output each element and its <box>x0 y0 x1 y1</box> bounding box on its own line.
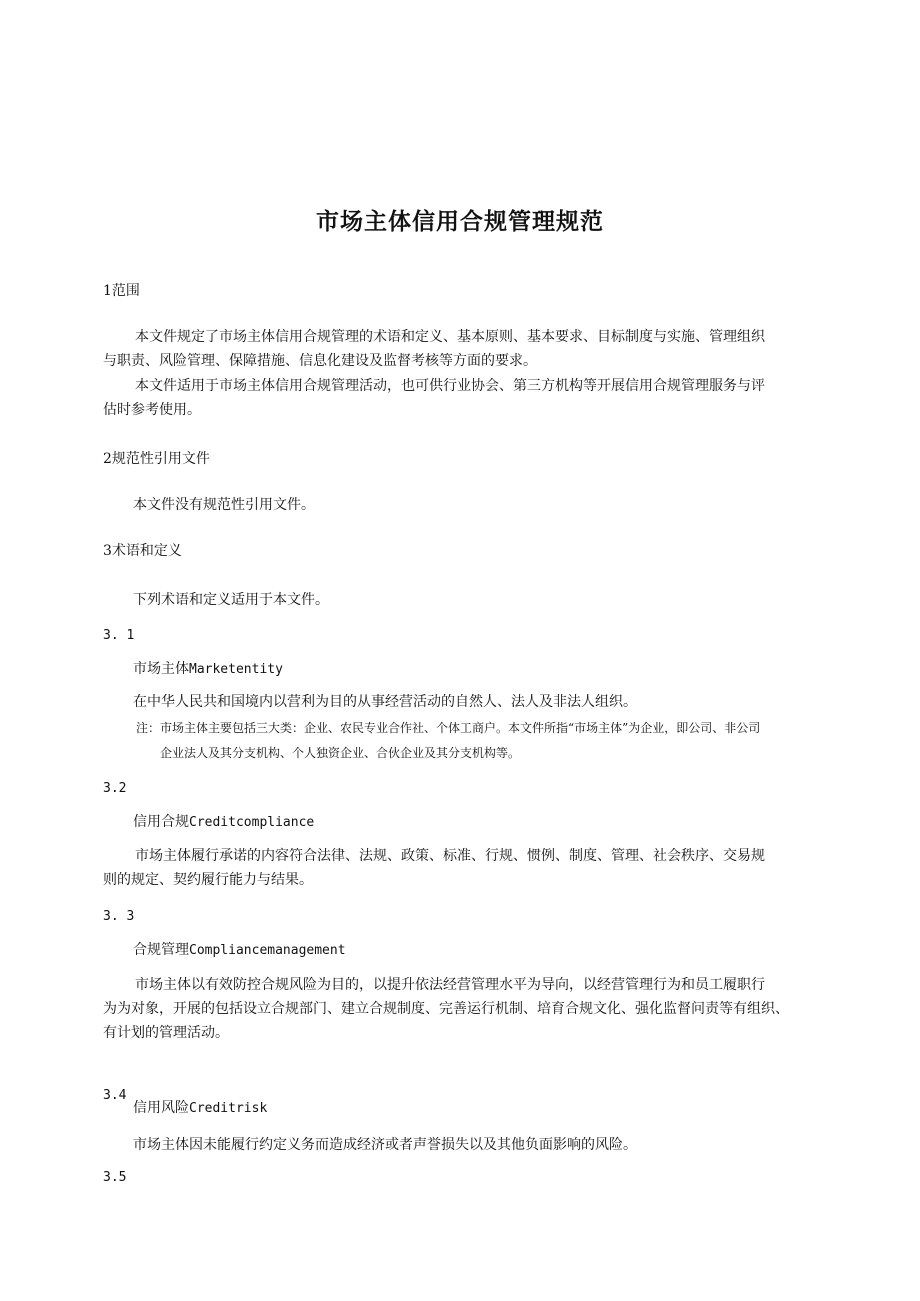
term-cn: 合规管理 <box>133 942 189 958</box>
term-3-2-title <box>133 813 314 832</box>
term-3-4-number: 3.4 <box>103 1088 127 1103</box>
term-3-3-title <box>133 941 346 960</box>
term-3-1-definition: 在中华人民共和国境内以营利为目的从事经营活动的自然人、法人及非法人组织。 <box>133 694 637 710</box>
term-3-1-note-line-2: 企业法人及其分支机构、个人独资企业、合伙企业及其分支机构等。 <box>160 746 521 760</box>
section-3-intro: 下列术语和定义适用于本文件。 <box>133 592 329 608</box>
term-3-4-title <box>133 1099 267 1118</box>
section-2-paragraph: 本文件没有规范性引用文件。 <box>133 497 315 513</box>
paragraph-line <box>103 325 833 349</box>
paragraph-line <box>103 973 843 997</box>
term-3-2-definition <box>103 844 833 892</box>
section-2-heading: 2规范性引用文件 <box>103 451 210 467</box>
term-3-3-number: 3. 3 <box>103 909 135 924</box>
term-en: Compliancemanagement <box>189 943 346 958</box>
paragraph-line: 则的规定、契约履行能力与结果。 <box>103 872 313 888</box>
text: 本文件适用于市场主体信用合规管理活动，也可供行业协会、第三方机构等开展信用合规管理服务与评 <box>135 378 765 394</box>
text: 本文件规定了市场主体信用合规管理的术语和定义、基本原则、基本要求、目标制度与实施、管理组织 <box>135 329 765 345</box>
term-3-4-definition: 市场主体因未能履行约定义务而造成经济或者声誉损失以及其他负面影响的风险。 <box>133 1137 637 1153</box>
paragraph-line: 有计划的管理活动。 <box>103 1025 229 1041</box>
section-1-paragraph-2 <box>103 374 833 422</box>
paragraph-line: 估时参考使用。 <box>103 402 201 418</box>
paragraph-line: 与职责、风险管理、保障措施、信息化建设及监督考核等方面的要求。 <box>103 353 537 369</box>
term-3-5-number: 3.5 <box>103 1170 127 1185</box>
paragraph-line <box>103 374 833 398</box>
text: 市场主体履行承诺的内容符合法律、法规、政策、标准、行规、惯例、制度、管理、社会秩序、交易规 <box>135 848 765 864</box>
term-en: Creditcompliance <box>189 815 315 830</box>
section-3-heading: 3术语和定义 <box>103 543 182 559</box>
term-cn: 市场主体 <box>133 661 189 677</box>
paragraph-line <box>103 844 833 868</box>
term-3-2-number: 3.2 <box>103 781 127 796</box>
term-3-1-number: 3. 1 <box>103 628 135 643</box>
term-en: Marketentity <box>189 662 283 677</box>
text: 市场主体以有效防控合规风险为目的，以提升依法经营管理水平为导向，以经营管理行为和员工履职行 <box>135 977 765 993</box>
term-cn: 信用风险 <box>133 1100 189 1116</box>
section-1-paragraph-1 <box>103 325 833 373</box>
term-3-1-title <box>133 660 283 679</box>
term-en: Creditrisk <box>189 1101 268 1116</box>
document-title: 市场主体信用合规管理规范 <box>316 209 604 235</box>
term-3-3-definition <box>103 973 843 1045</box>
section-1-heading: 1范围 <box>103 283 140 299</box>
term-cn: 信用合规 <box>133 814 189 830</box>
paragraph-line: 为为对象，开展的包括设立合规部门、建立合规制度、完善运行机制、培育合规文化、强化监督问责等有组织、 <box>103 1001 789 1017</box>
term-3-1-note-line-1: 注：市场主体主要包括三大类：企业、农民专业合作社、个体工商户。本文件所指“市场主体”为企业，即公司、非公司 <box>136 721 761 735</box>
